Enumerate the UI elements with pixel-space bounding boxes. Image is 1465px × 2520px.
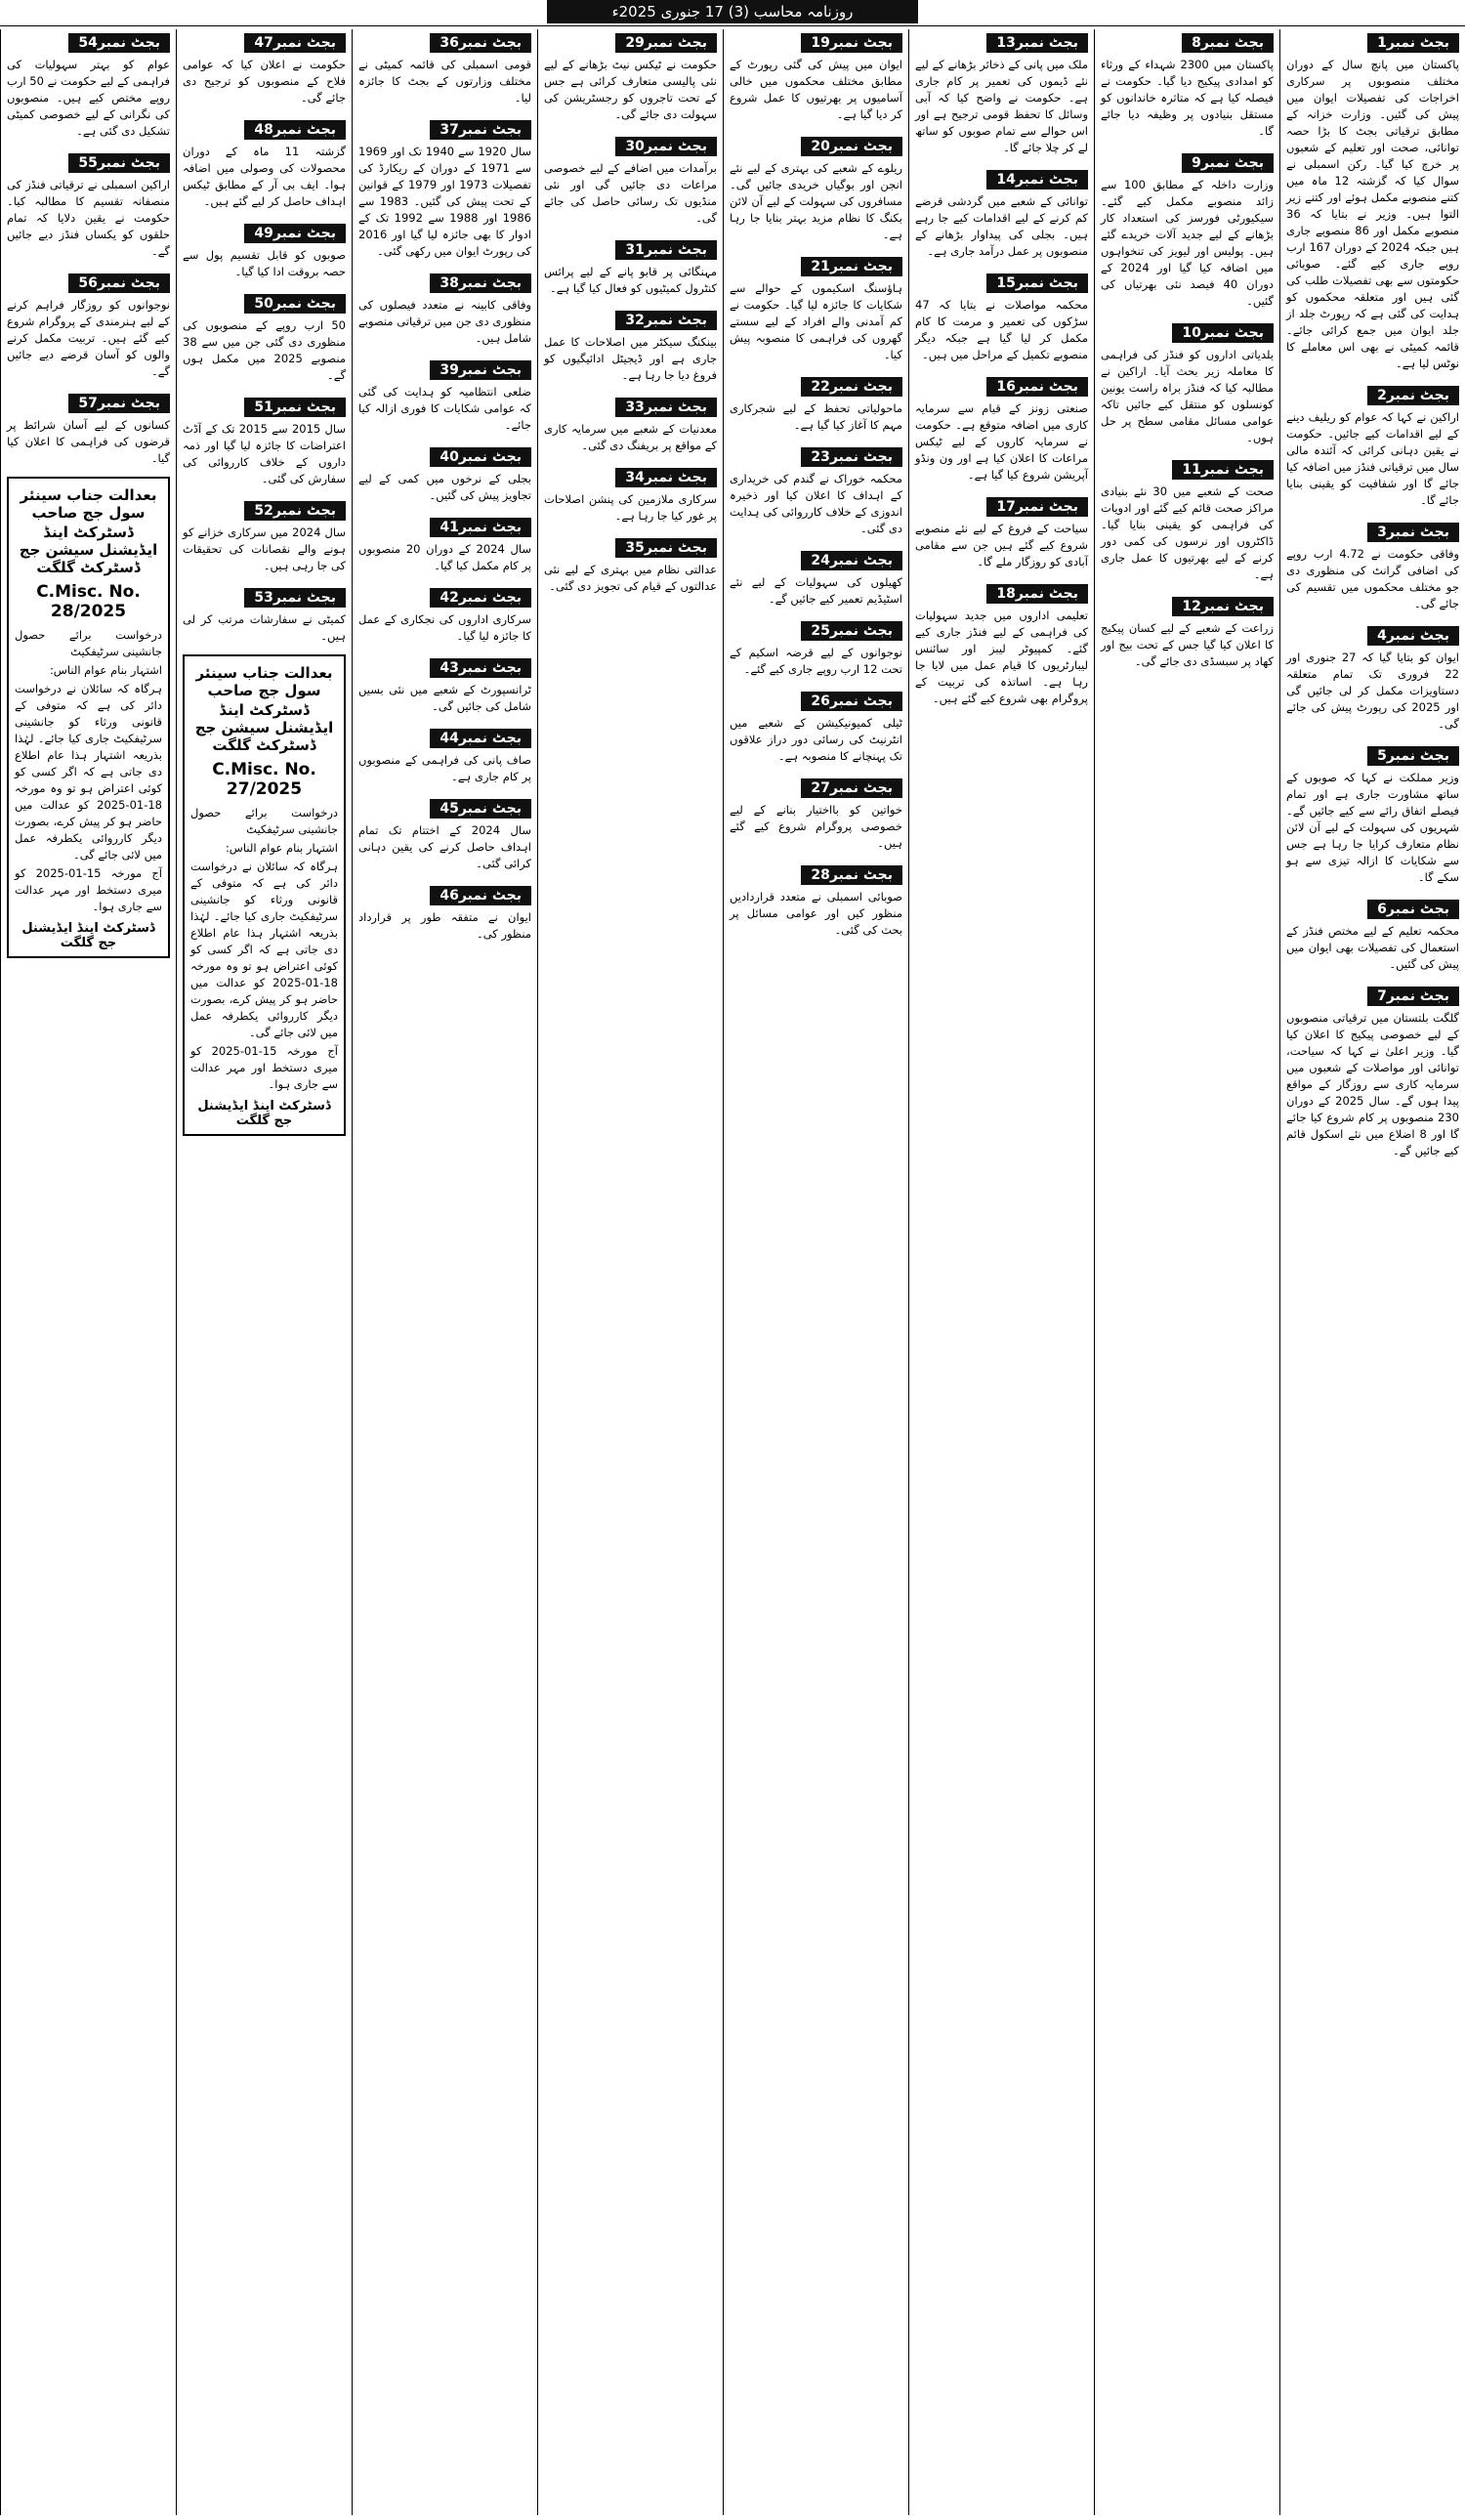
item-label-badge: بجٹ نمبر11 — [1172, 460, 1274, 480]
news-item — [730, 775, 902, 852]
item-label-badge: بجٹ نمبر30 — [615, 137, 717, 156]
item-label-badge: بجٹ نمبر18 — [986, 584, 1088, 604]
item-label-badge: بجٹ نمبر56 — [68, 273, 170, 293]
news-item — [730, 617, 902, 678]
item-label-badge: بجٹ نمبر4 — [1367, 626, 1459, 646]
item-label-badge: بجٹ نمبر19 — [801, 33, 902, 53]
item-label-badge: بجٹ نمبر46 — [430, 886, 531, 905]
news-item — [544, 133, 717, 227]
item-body-text: مہنگائی پر قابو پانے کے لیے پرائس کنٹرول کمیٹیوں کو فعال کیا گیا ہے۔ — [544, 265, 717, 295]
news-item — [358, 584, 531, 645]
item-label-badge: بجٹ نمبر5 — [1367, 746, 1459, 766]
item-label-badge: بجٹ نمبر53 — [244, 588, 346, 608]
news-item — [1286, 29, 1459, 372]
item-body-text: عوام کو بہتر سہولیات کی فراہمی کے لیے حکومت نے 50 ارب روپے مختص کیے ہیں۔ منصوبوں کی نگرانی کے لیے خصوصی کمیٹی تشکیل دی گئی ہے۔ — [7, 58, 170, 138]
item-label-badge: بجٹ نمبر29 — [615, 33, 717, 53]
notice-heading: اشتہار بنام عوام الناس: — [225, 841, 338, 855]
item-label-badge: بجٹ نمبر36 — [430, 33, 531, 53]
item-label-badge: بجٹ نمبر55 — [68, 153, 170, 173]
news-item — [1286, 983, 1459, 1159]
news-item — [1286, 519, 1459, 612]
item-body-text: ضلعی انتظامیہ کو ہدایت کی گئی کہ عوامی شکایات کا فوری ازالہ کیا جائے۔ — [358, 385, 531, 432]
notice-signature: ڈسٹرکٹ اینڈ ایڈیشنل جج گلگت — [197, 1099, 331, 1128]
notice-district: ڈسٹرکٹ اینڈ ایڈیشنل سیشن جج ڈسٹرکٹ گلگت — [19, 524, 158, 576]
item-body-text: برآمدات میں اضافے کے لیے خصوصی مراعات دی جائیں گی اور نئی منڈیوں تک رسائی حاصل کی جائے گی۔ — [544, 161, 717, 225]
news-item — [915, 493, 1088, 570]
news-item — [1286, 742, 1459, 886]
column-2 — [1094, 29, 1279, 2515]
item-body-text: قومی اسمبلی کی قائمہ کمیٹی نے مختلف وزارتوں کے بجٹ کا جائزہ لیا۔ — [358, 58, 531, 105]
column-4 — [723, 29, 908, 2515]
news-item — [915, 580, 1088, 707]
item-label-badge: بجٹ نمبر15 — [986, 273, 1088, 293]
item-label-badge: بجٹ نمبر27 — [801, 778, 902, 798]
news-item — [7, 29, 170, 140]
news-item — [358, 725, 531, 785]
item-body-text: توانائی کے شعبے میں گردشی قرضے کم کرنے کے لیے اقدامات کیے جا رہے ہیں۔ بجلی کی پیداوار بڑھانے کے منصوبوں پر عمل درآمد جاری ہے۔ — [915, 194, 1088, 258]
news-item — [1101, 149, 1274, 310]
item-body-text: بلدیاتی اداروں کو فنڈز کی فراہمی کا معاملہ زیر بحث آیا۔ اراکین نے مطالبہ کیا کہ فنڈز براہ راست یونین کونسلوں کو منتقل کیے جائیں تاکہ عوامی مسائل مقامی سطح پر حل ہوں۔ — [1101, 348, 1274, 444]
item-body-text: زراعت کے شعبے کے لیے کسان پیکیج کا اعلان کیا گیا جس کے تحت بیج اور کھاد پر سبسڈی دی جائے گی۔ — [1101, 621, 1274, 668]
item-body-text: کسانوں کے لیے آسان شرائط پر قرضوں کی فراہمی کا اعلان کیا گیا۔ — [7, 418, 170, 465]
news-item — [915, 29, 1088, 156]
column-1 — [1279, 29, 1465, 2515]
item-body-text: سال 2024 میں سرکاری خزانے کو ہونے والے نقصانات کی تحقیقات کی جا رہی ہیں۔ — [183, 525, 346, 572]
item-body-text: سال 1920 سے 1940 تک اور 1969 سے 1971 کے دوران کے ریکارڈ کی تفصیلات 1973 اور 1979 کے قوانین کے تحت پیش کی گئیں۔ 1983 سے 1986 اور 1988 سے 1992 تک کے ادوار کا بھی جائزہ لیا گیا اور 2016 کی رپورٹ ایوان میں رکھی گئی۔ — [358, 145, 532, 258]
news-item — [1101, 319, 1274, 446]
item-body-text: صحت کے شعبے میں 30 نئے بنیادی مراکز صحت قائم کیے گئے اور ادویات کی فراہمی کو یقینی بنایا گیا۔ ڈاکٹروں اور نرسوں کی کمی دور کرنے کے لیے بھرتیوں کا عمل جاری ہے۔ — [1101, 484, 1274, 581]
news-item — [358, 654, 531, 715]
notice-case-number: C.Misc. No. 28/2025 — [36, 582, 141, 621]
news-item — [183, 584, 346, 645]
notice-court: بعدالت جناب سینئر سول جج صاحب — [195, 664, 333, 699]
item-label-badge: بجٹ نمبر35 — [615, 538, 717, 558]
news-item — [183, 394, 346, 487]
news-item — [1286, 622, 1459, 733]
court-notice — [7, 477, 170, 958]
item-label-badge: بجٹ نمبر28 — [801, 865, 902, 885]
notice-signature: ڈسٹرکٹ اینڈ ایڈیشنل جج گلگت — [21, 921, 155, 950]
news-item — [358, 882, 531, 943]
item-body-text: صاف پانی کی فراہمی کے منصوبوں پر کام جاری ہے۔ — [358, 753, 531, 783]
notice-type: درخواست برائے حصول جانشینی سرٹیفکیٹ — [15, 628, 162, 658]
item-body-text: ریلوے کے شعبے کی بہتری کے لیے نئے انجن اور بوگیاں خریدی جائیں گی۔ مسافروں کی سہولت کے لیے آن لائن بکنگ کا نظام مزید بہتر بنایا جا رہا ہے۔ — [730, 161, 902, 241]
item-label-badge: بجٹ نمبر38 — [430, 273, 531, 293]
news-item — [1286, 382, 1459, 509]
court-notice — [183, 654, 346, 1136]
item-label-badge: بجٹ نمبر32 — [615, 311, 717, 330]
item-body-text: بجلی کے نرخوں میں کمی کے لیے تجاویز پیش کی گئیں۔ — [358, 472, 531, 502]
news-item — [544, 236, 717, 297]
column-7 — [176, 29, 352, 2515]
item-body-text: گزشتہ 11 ماہ کے دوران محصولات کی وصولی میں اضافہ ہوا۔ ایف بی آر کے مطابق ٹیکس اہداف حاصل کر لیے گئے ہیں۔ — [183, 145, 346, 208]
item-label-badge: بجٹ نمبر37 — [430, 120, 531, 140]
item-body-text: تعلیمی اداروں میں جدید سہولیات کی فراہمی کے لیے فنڈز جاری کیے گئے۔ کمپیوٹر لیبز اور سائنس لیبارٹریوں کا قیام عمل میں لایا جا رہا ہے۔ اساتذہ کی تربیت کے پروگرام بھی شروع کیے گئے ہیں۔ — [915, 609, 1088, 705]
news-item — [183, 116, 346, 210]
notice-body: ہرگاہ کہ سائلان نے درخواست دائر کی ہے کہ متوفی کے قانونی ورثاء کو جانشینی سرٹیفکیٹ جاری کیا جائے۔ لہٰذا بذریعہ اشتہار ہذا عام اطلاع دی جاتی ہے کہ اگر کسی کو کوئی اعتراض ہو تو وہ مورخہ 18-01-2025 کو عدالت میں حاضر ہو کر پیش کرے، بصورت دیگر کارروائی یکطرفہ عمل میں لائی جائے گی۔ — [190, 860, 338, 1039]
item-label-badge: بجٹ نمبر22 — [801, 377, 902, 397]
news-item — [730, 688, 902, 765]
item-label-badge: بجٹ نمبر7 — [1367, 987, 1459, 1006]
news-item — [183, 220, 346, 280]
item-body-text: وزارت داخلہ کے مطابق 100 سے زائد منصوبے مکمل کیے گئے۔ سیکیورٹی فورسز کی استعداد کار بڑھانے کے لیے جدید آلات خریدے گئے ہیں۔ پولیس اور لیویز کی تنخواہوں میں اضافہ کیا گیا اور 2024 کے دوران 40 فیصد نئی بھرتیاں کی گئیں۔ — [1101, 178, 1274, 308]
item-body-text: وفاقی حکومت نے 4.72 ارب روپے کی اضافی گرانٹ کی منظوری دی جو مختلف محکموں میں تقسیم کی جائے گی۔ — [1286, 547, 1459, 610]
item-body-text: صوبائی اسمبلی نے متعدد قراردادیں منظور کیں اور عوامی مسائل پر بحث کی گئی۔ — [730, 890, 902, 937]
item-body-text: ٹرانسپورٹ کے شعبے میں نئی بسیں شامل کی جائیں گی۔ — [358, 683, 531, 713]
item-label-badge: بجٹ نمبر14 — [986, 170, 1088, 189]
item-body-text: سال 2015 سے 2015 تک کے آڈٹ اعتراضات کا جائزہ لیا گیا اور ذمہ داروں کے خلاف کارروائی کی سفارش کی گئی۔ — [183, 422, 346, 485]
item-body-text: پاکستان میں 2300 شہداء کے ورثاء کو امدادی پیکیج دیا گیا۔ حکومت نے فیصلہ کیا ہے کہ متاثرہ خاندانوں کو مستقل بنیادوں پر وظیفہ دیا جائے گا۔ — [1101, 58, 1274, 138]
news-item — [915, 373, 1088, 483]
item-label-badge: بجٹ نمبر57 — [68, 394, 170, 413]
item-body-text: ایوان نے متفقہ طور پر قرارداد منظور کی۔ — [358, 910, 531, 941]
news-item — [358, 795, 531, 872]
news-item — [544, 394, 717, 454]
item-label-badge: بجٹ نمبر1 — [1367, 33, 1459, 53]
item-label-badge: بجٹ نمبر8 — [1182, 33, 1274, 53]
item-body-text: اراکین اسمبلی نے ترقیاتی فنڈز کی منصفانہ تقسیم کا مطالبہ کیا۔ حکومت نے یقین دلایا کہ تمام حلقوں کو یکساں فنڈز دیے جائیں گے۔ — [7, 178, 170, 258]
item-body-text: اراکین نے کہا کہ عوام کو ریلیف دینے کے لیے اقدامات کیے جائیں۔ حکومت نے یقین دہانی کرائی کہ آئندہ مالی سال میں ترقیاتی فنڈز میں اضافہ کیا جائے گا اور شفافیت کو یقینی بنایا جائے گا۔ — [1286, 410, 1459, 507]
notice-body: ہرگاہ کہ سائلان نے درخواست دائر کی ہے کہ متوفی کے قانونی ورثاء کو جانشینی سرٹیفکیٹ جاری کیا جائے۔ لہٰذا بذریعہ اشتہار ہذا عام اطلاع دی جاتی ہے کہ اگر کسی کو کوئی اعتراض ہو تو وہ مورخہ 18-01-2025 کو عدالت میں حاضر ہو کر پیش کرے، بصورت دیگر کارروائی یکطرفہ عمل میں لائی جائے گی۔ — [15, 682, 162, 861]
item-label-badge: بجٹ نمبر52 — [244, 501, 346, 521]
masthead — [0, 0, 1465, 26]
date-line: روزنامہ محاسب (3) 17 جنوری 2025ء — [547, 0, 918, 23]
item-label-badge: بجٹ نمبر40 — [430, 447, 531, 467]
item-body-text: گلگت بلتستان میں ترقیاتی منصوبوں کے لیے خصوصی پیکیج کا اعلان کیا گیا۔ وزیر اعلیٰ نے کہا کہ سیاحت، توانائی اور مواصلات کے شعبوں میں سرمایہ کاری سے روزگار کے مواقع پیدا ہوں گے۔ سال 2025 کے دوران 230 منصوبوں پر کام شروع کیا جائے گا اور 8 اضلاع میں نئے اسکول قائم کیے جائیں گے۔ — [1286, 1011, 1460, 1157]
item-label-badge: بجٹ نمبر24 — [801, 551, 902, 570]
item-label-badge: بجٹ نمبر26 — [801, 692, 902, 711]
news-item — [7, 390, 170, 467]
item-label-badge: بجٹ نمبر47 — [244, 33, 346, 53]
news-item — [544, 29, 717, 123]
item-body-text: ایوان میں پیش کی گئی رپورٹ کے مطابق مختلف محکموں میں خالی آسامیوں پر بھرتیوں کا عمل شروع کر دیا گیا ہے۔ — [730, 58, 902, 121]
news-item — [358, 514, 531, 574]
notice-type: درخواست برائے حصول جانشینی سرٹیفکیٹ — [190, 806, 338, 836]
item-body-text: کھیلوں کی سہولیات کے لیے نئے اسٹیڈیم تعمیر کیے جائیں گے۔ — [730, 575, 902, 606]
item-body-text: وزیر مملکت نے کہا کہ صوبوں کے ساتھ مشاورت جاری ہے اور تمام فیصلے اتفاق رائے سے کیے جائیں گے۔ شہریوں کی سہولت کے لیے آن لائن نظام متعارف کرایا جا رہا ہے جس سے شکایات کا ازالہ تیزی سے ہو سکے گا۔ — [1286, 771, 1459, 884]
news-item — [183, 497, 346, 574]
news-item — [730, 29, 902, 123]
item-body-text: سرکاری ملازمین کی پنشن اصلاحات پر غور کیا جا رہا ہے۔ — [544, 492, 717, 523]
item-body-text: ملک میں پانی کے ذخائر بڑھانے کے لیے نئے ڈیموں کی تعمیر پر کام جاری ہے۔ حکومت نے واضح کیا کہ آبی وسائل کا تحفظ قومی ترجیح ہے اور اس حوالے سے تمام صوبوں کو ساتھ لے کر چلا جائے گا۔ — [915, 58, 1088, 154]
item-body-text: محکمہ تعلیم کے لیے مختص فنڈز کے استعمال کی تفصیلات بھی ایوان میں پیش کی گئیں۔ — [1286, 924, 1459, 971]
item-body-text: سیاحت کے فروغ کے لیے نئے منصوبے شروع کیے گئے ہیں جن سے مقامی آبادی کو روزگار ملے گا۔ — [915, 522, 1088, 568]
notice-date: آج مورخہ 15-01-2025 کو میری دستخط اور مہر عدالت سے جاری ہوا۔ — [15, 866, 162, 913]
item-label-badge: بجٹ نمبر39 — [430, 360, 531, 380]
news-item — [183, 29, 346, 106]
news-item — [730, 253, 902, 363]
news-item — [1101, 456, 1274, 583]
item-label-badge: بجٹ نمبر6 — [1367, 900, 1459, 919]
item-label-badge: بجٹ نمبر42 — [430, 588, 531, 608]
item-label-badge: بجٹ نمبر43 — [430, 658, 531, 678]
news-item — [358, 29, 531, 106]
item-body-text: خواتین کو بااختیار بنانے کے لیے خصوصی پروگرام شروع کیے گئے ہیں۔ — [730, 803, 902, 850]
column-6 — [352, 29, 537, 2515]
item-label-badge: بجٹ نمبر25 — [801, 621, 902, 641]
notice-heading: اشتہار بنام عوام الناس: — [49, 663, 162, 677]
item-body-text: نوجوانوں کے لیے قرضہ اسکیم کے تحت 12 ارب روپے جاری کیے گئے۔ — [730, 646, 902, 676]
news-item — [7, 149, 170, 260]
item-body-text: سال 2024 کے اختتام تک تمام اہداف حاصل کرنے کی یقین دہانی کرائی گئی۔ — [358, 823, 532, 870]
item-body-text: معدنیات کے شعبے میں سرمایہ کاری کے مواقع پر بریفنگ دی گئی۔ — [544, 422, 717, 452]
news-item — [358, 357, 531, 434]
item-label-badge: بجٹ نمبر10 — [1172, 323, 1274, 343]
item-body-text: حکومت نے ٹیکس نیٹ بڑھانے کے لیے نئی پالیسی متعارف کرائی ہے جس کے تحت تاجروں کو رجسٹریشن کی سہولت دی جائے گی۔ — [544, 58, 717, 121]
item-label-badge: بجٹ نمبر44 — [430, 729, 531, 748]
item-label-badge: بجٹ نمبر13 — [986, 33, 1088, 53]
news-item — [915, 270, 1088, 363]
item-body-text: سال 2024 کے دوران 20 منصوبوں پر کام مکمل کیا گیا۔ — [358, 542, 531, 572]
notice-date: آج مورخہ 15-01-2025 کو میری دستخط اور مہر عدالت سے جاری ہوا۔ — [190, 1044, 338, 1091]
item-label-badge: بجٹ نمبر45 — [430, 799, 531, 819]
item-body-text: محکمہ مواصلات نے بتایا کہ 47 سڑکوں کی تعمیر و مرمت کا کام مکمل کر لیا گیا ہے جبکہ دیگر منصوبے تکمیل کے مراحل میں ہیں۔ — [915, 298, 1088, 361]
item-body-text: کمیٹی نے سفارشات مرتب کر لی ہیں۔ — [183, 612, 346, 643]
item-body-text: عدالتی نظام میں بہتری کے لیے نئی عدالتوں کے قیام کی تجویز دی گئی۔ — [544, 563, 717, 593]
item-label-badge: بجٹ نمبر9 — [1182, 153, 1274, 173]
item-label-badge: بجٹ نمبر31 — [615, 240, 717, 260]
item-label-badge: بجٹ نمبر50 — [244, 294, 346, 314]
item-label-badge: بجٹ نمبر33 — [615, 398, 717, 417]
column-3 — [908, 29, 1094, 2515]
item-label-badge: بجٹ نمبر20 — [801, 137, 902, 156]
news-item — [1286, 896, 1459, 973]
notice-district: ڈسٹرکٹ اینڈ ایڈیشنل سیشن جج ڈسٹرکٹ گلگت — [194, 701, 334, 754]
news-item — [358, 270, 531, 347]
item-body-text: بینکنگ سیکٹر میں اصلاحات کا عمل جاری ہے اور ڈیجیٹل ادائیگیوں کو فروغ دیا جا رہا ہے۔ — [544, 335, 717, 382]
news-item — [730, 373, 902, 434]
news-item — [358, 443, 531, 504]
item-label-badge: بجٹ نمبر54 — [68, 33, 170, 53]
item-label-badge: بجٹ نمبر3 — [1367, 523, 1459, 542]
notice-case-number: C.Misc. No. 27/2025 — [212, 760, 316, 799]
news-item — [730, 861, 902, 939]
item-label-badge: بجٹ نمبر41 — [430, 518, 531, 537]
item-body-text: محکمہ خوراک نے گندم کی خریداری کے اہداف کا اعلان کیا اور ذخیرہ اندوزی کے خلاف کارروائی کی ہدایت دی گئی۔ — [730, 472, 902, 535]
item-body-text: صوبوں کو قابل تقسیم پول سے حصہ بروقت ادا کیا گیا۔ — [183, 248, 346, 278]
item-body-text: حکومت نے اعلان کیا کہ عوامی فلاح کے منصوبوں کو ترجیح دی جائے گی۔ — [183, 58, 346, 105]
news-item — [730, 133, 902, 243]
item-label-badge: بجٹ نمبر21 — [801, 257, 902, 276]
item-body-text: صنعتی زونز کے قیام سے سرمایہ کاری میں اضافہ متوقع ہے۔ حکومت نے سرمایہ کاروں کے لیے ٹیکس مراعات کا اعلان کیا ہے اور ون ونڈو آپریشن شروع کیا گیا ہے۔ — [915, 401, 1088, 482]
news-item — [183, 290, 346, 384]
item-body-text: پاکستان میں پانچ سال کے دوران مختلف منصوبوں پر سرکاری اخراجات کی تفصیلات ایوان میں پیش کی گئیں۔ وزارت خزانہ کے مطابق ترقیاتی بجٹ کا بڑا حصہ توانائی، صحت اور تعلیم کے شعبوں پر خرچ کیا گیا۔ رکن اسمبلی نے سوال کیا کہ گزشتہ 12 ماہ میں کتنے منصوبے مکمل ہوئے اور کتنے زیر التوا ہیں۔ وزیر نے بتایا کہ 36 منصوبے مکمل اور 86 منصوبے جاری ہیں جبکہ 2024 کے دوران 167 ارب روپے جاری کیے گئے۔ صوبائی حکومتوں سے بھی تفصیلات طلب کی گئی ہیں اور متعلقہ محکموں کو ہدایت کی گئی ہے کہ رپورٹ جلد از جلد ایوان میں جمع کرائی جائے۔ قائمہ کمیٹی نے بھی اس معاملے کا نوٹس لیا ہے۔ — [1286, 58, 1460, 370]
item-body-text: ایوان کو بتایا گیا کہ 27 جنوری اور 22 فروری تک تمام متعلقہ دستاویزات مکمل کر لی جائیں گی اور 2025 کی رپورٹ پیش کی جائے گی۔ — [1286, 651, 1459, 731]
item-body-text: سرکاری اداروں کی نجکاری کے عمل کا جائزہ لیا گیا۔ — [358, 612, 531, 643]
news-item — [730, 443, 902, 537]
news-item — [544, 307, 717, 384]
item-label-badge: بجٹ نمبر34 — [615, 468, 717, 487]
item-body-text: نوجوانوں کو روزگار فراہم کرنے کے لیے ہنرمندی کے پروگرام شروع کیے گئے ہیں۔ تربیت مکمل کرنے والوں کو آسان قرضے دیے جائیں گے۔ — [7, 298, 170, 378]
item-body-text: ہاؤسنگ اسکیموں کے حوالے سے شکایات کا جائزہ لیا گیا۔ حکومت نے کم آمدنی والے افراد کے لیے سستے گھروں کی فراہمی کا منصوبہ پیش کیا۔ — [730, 281, 902, 361]
item-label-badge: بجٹ نمبر17 — [986, 497, 1088, 517]
news-item — [544, 464, 717, 525]
news-item — [915, 166, 1088, 260]
item-label-badge: بجٹ نمبر49 — [244, 224, 346, 243]
item-label-badge: بجٹ نمبر23 — [801, 447, 902, 467]
item-label-badge: بجٹ نمبر16 — [986, 377, 1088, 397]
item-body-text: ٹیلی کمیونیکیشن کے شعبے میں انٹرنیٹ کی رسائی دور دراز علاقوں تک پہنچانے کا منصوبہ ہے۔ — [730, 716, 902, 763]
item-body-text: وفاقی کابینہ نے متعدد فیصلوں کی منظوری دی جن میں ترقیاتی منصوبے شامل ہیں۔ — [358, 298, 531, 345]
item-label-badge: بجٹ نمبر51 — [244, 398, 346, 417]
item-body-text: ماحولیاتی تحفظ کے لیے شجرکاری مہم کا آغاز کیا گیا ہے۔ — [730, 401, 902, 432]
column-8 — [0, 29, 176, 2515]
notice-court: بعدالت جناب سینئر سول جج صاحب — [20, 486, 157, 522]
item-label-badge: بجٹ نمبر12 — [1172, 597, 1274, 616]
item-label-badge: بجٹ نمبر2 — [1367, 386, 1459, 405]
news-item — [544, 534, 717, 595]
column-5 — [537, 29, 723, 2515]
news-item — [1101, 593, 1274, 670]
news-item — [358, 116, 531, 260]
item-label-badge: بجٹ نمبر48 — [244, 120, 346, 140]
news-item — [730, 547, 902, 608]
item-body-text: 50 ارب روپے کے منصوبوں کی منظوری دی گئی جن میں سے 38 منصوبے 2025 میں مکمل ہوں گے۔ — [183, 318, 347, 382]
news-item — [7, 270, 170, 380]
news-item — [1101, 29, 1274, 140]
